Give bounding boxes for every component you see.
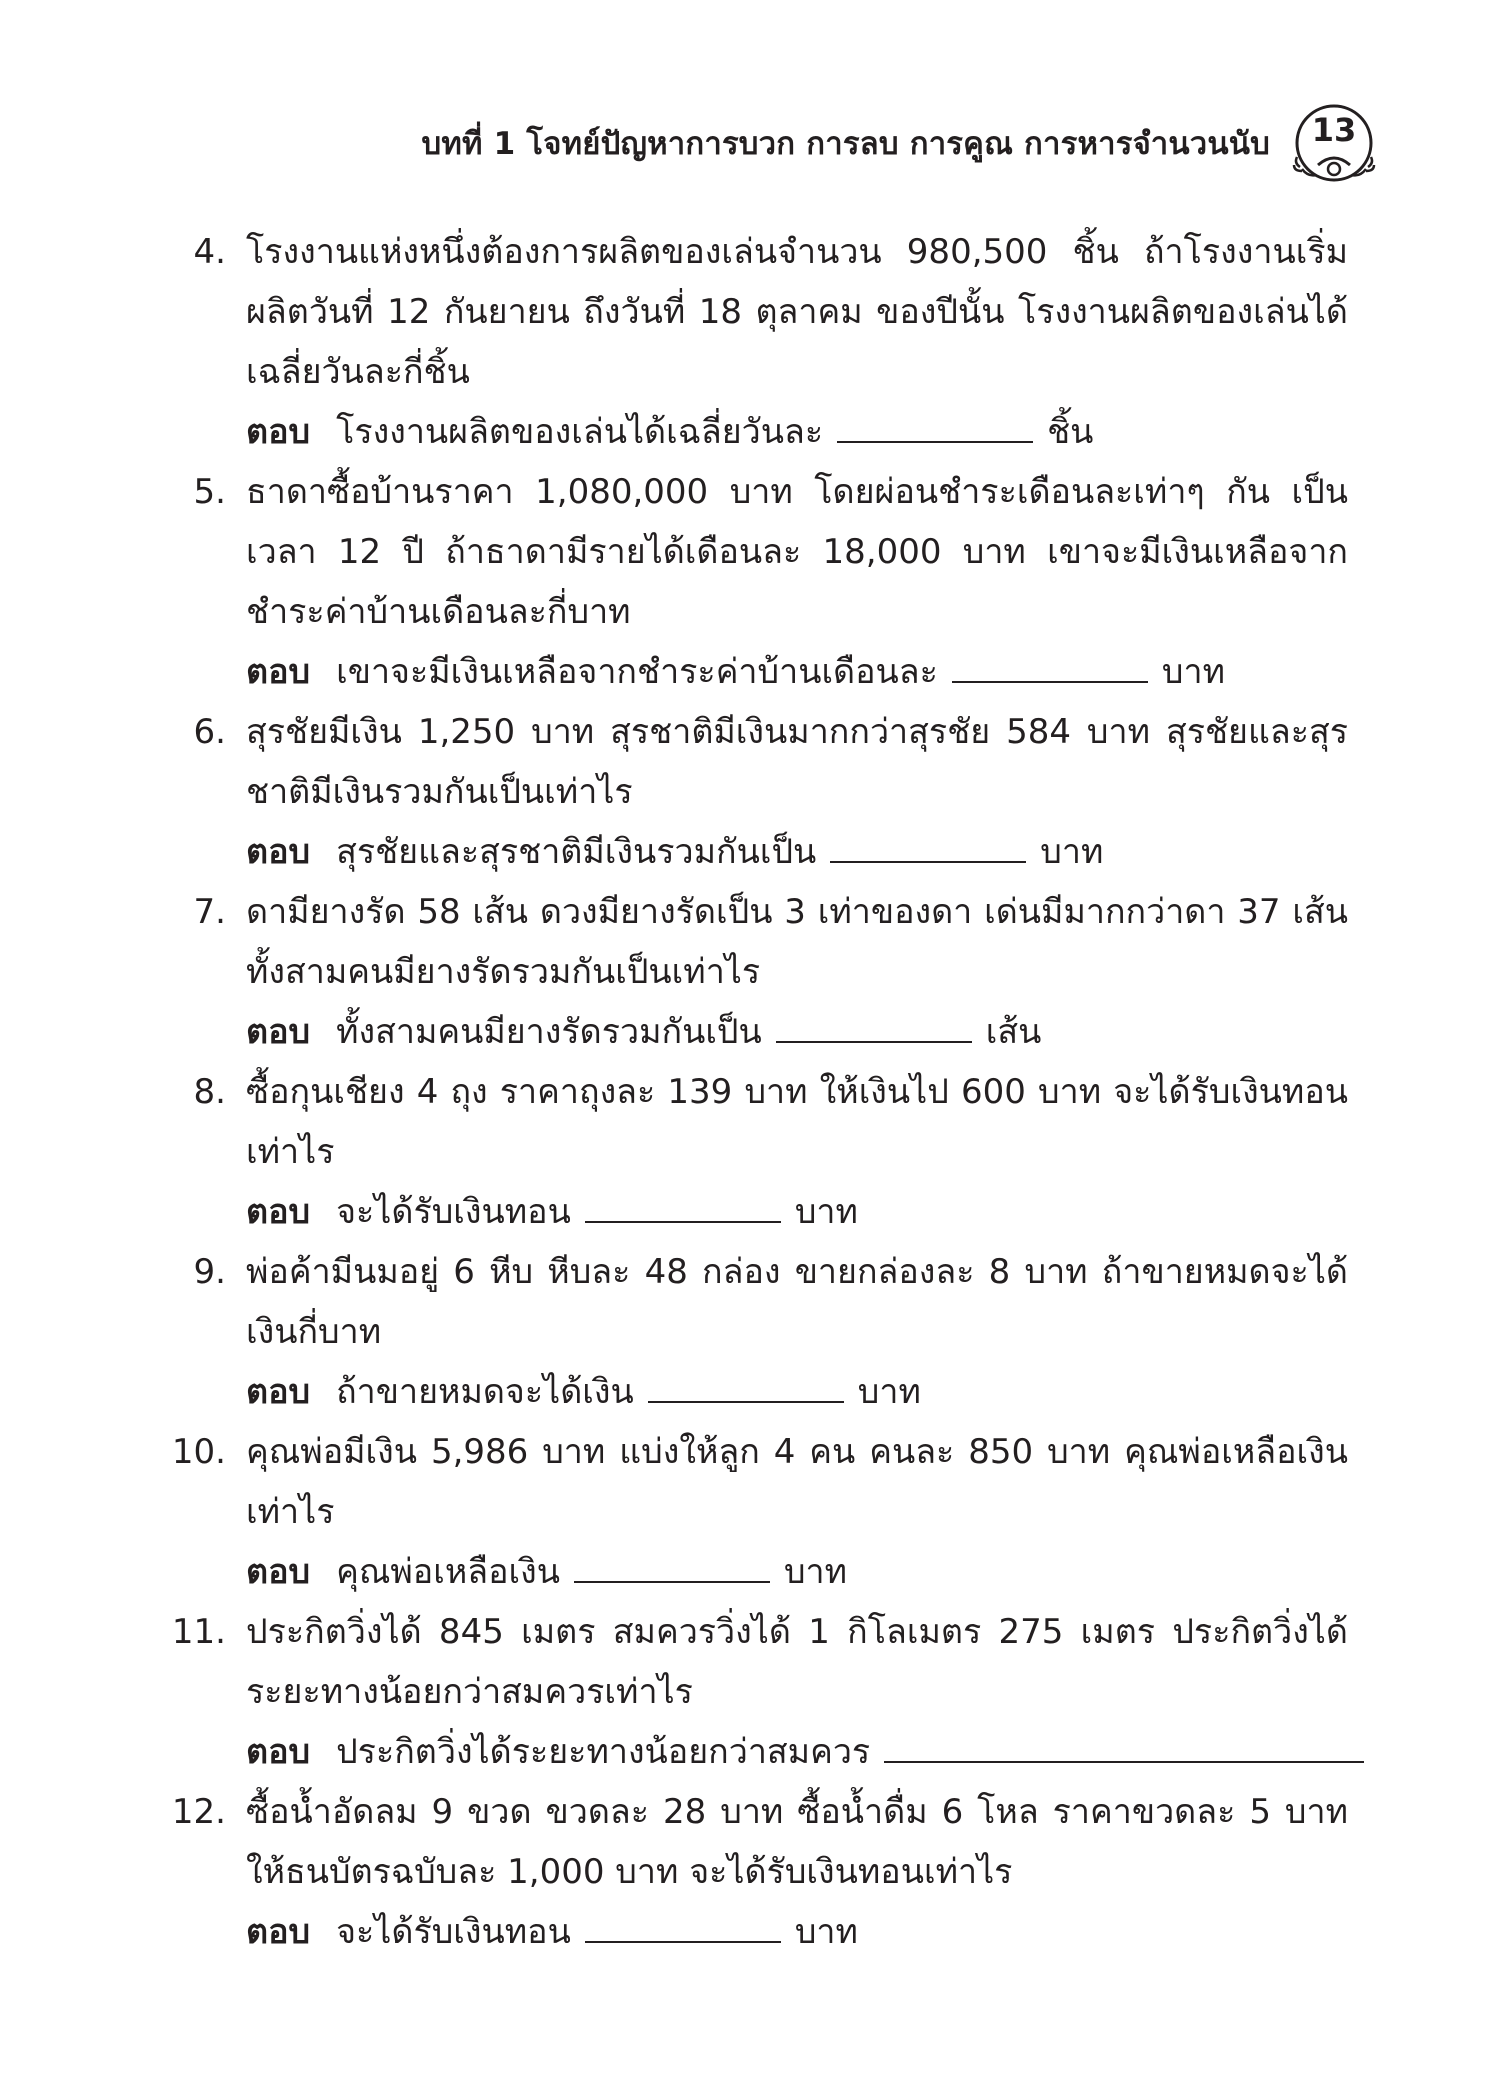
question-text: ซื้อกุนเชียง 4 ถุง ราคาถุงละ 139 บาท ให้เงินไป 600 บาท จะได้รับเงินทอนเท่าไร xyxy=(246,1072,1348,1172)
answer-label: ตอบ xyxy=(246,1732,311,1772)
answer-label: ตอบ xyxy=(246,412,311,452)
answer-unit: บาท xyxy=(794,1192,858,1232)
question-item xyxy=(160,1602,1348,1722)
answer-prefix: ทั้งสามคนมียางรัดรวมกันเป็น xyxy=(336,1012,762,1052)
question-item xyxy=(160,1062,1348,1182)
answer-line xyxy=(160,1542,1348,1602)
answer-line xyxy=(160,1902,1348,1962)
question-item xyxy=(160,1242,1348,1362)
question-item xyxy=(160,462,1348,642)
question-item xyxy=(160,222,1348,402)
answer-blank[interactable] xyxy=(884,1731,1364,1763)
page-header xyxy=(422,98,1380,188)
page-number: 13 xyxy=(1311,111,1357,149)
question-list xyxy=(160,222,1348,1962)
chapter-title: บทที่ 1 โจทย์ปัญหาการบวก การลบ การคูณ การหารจำนวนนับ xyxy=(421,126,1270,162)
question-number: 7. xyxy=(193,892,226,932)
question-text: คุณพ่อมีเงิน 5,986 บาท แบ่งให้ลูก 4 คน คนละ 850 บาท คุณพ่อเหลือเงินเท่าไร xyxy=(246,1432,1348,1532)
answer-blank[interactable] xyxy=(837,411,1033,443)
answer-label: ตอบ xyxy=(246,1912,311,1952)
question-text: ธาดาซื้อบ้านราคา 1,080,000 บาท โดยผ่อนชำระเดือนละเท่าๆ กัน เป็นเวลา 12 ปี ถ้าธาดามีรายได้เดือนละ 18,000 บาท เขาจะมีเงินเหลือจากชำระค่าบ้านเดือนละกี่บาท xyxy=(246,472,1348,632)
answer-blank[interactable] xyxy=(574,1551,770,1583)
answer-line xyxy=(160,1362,1348,1422)
answer-unit: บาท xyxy=(783,1552,848,1592)
question-item xyxy=(160,702,1348,822)
answer-prefix: โรงงานผลิตของเล่นได้เฉลี่ยวันละ xyxy=(336,412,824,452)
answer-blank[interactable] xyxy=(585,1191,781,1223)
answer-line xyxy=(160,822,1348,882)
question-number: 12. xyxy=(171,1792,226,1832)
answer-prefix: สุรชัยและสุรชาติมีเงินรวมกันเป็น xyxy=(336,832,817,872)
answer-blank[interactable] xyxy=(648,1371,844,1403)
answer-label: ตอบ xyxy=(246,832,311,872)
question-text: พ่อค้ามีนมอยู่ 6 หีบ หีบละ 48 กล่อง ขายกล่องละ 8 บาท ถ้าขายหมดจะได้เงินกี่บาท xyxy=(246,1252,1348,1352)
question-text: ประกิตวิ่งได้ 845 เมตร สมควรวิ่งได้ 1 กิโลเมตร 275 เมตร ประกิตวิ่งได้ระยะทางน้อยกว่าสมควรเท่าไร xyxy=(246,1612,1348,1712)
answer-unit: บาท xyxy=(794,1912,858,1952)
answer-line xyxy=(160,642,1348,702)
answer-label: ตอบ xyxy=(246,1372,311,1412)
answer-prefix: จะได้รับเงินทอน xyxy=(336,1192,571,1232)
question-number: 5. xyxy=(193,472,226,512)
question-text: โรงงานแห่งหนึ่งต้องการผลิตของเล่นจำนวน 980,500 ชิ้น ถ้าโรงงานเริ่มผลิตวันที่ 12 กันยายน ถึงวันที่ 18 ตุลาคม ของปีนั้น โรงงานผลิตของเล่นได้เฉลี่ยวันละกี่ชิ้น xyxy=(246,232,1348,392)
answer-label: ตอบ xyxy=(246,1012,311,1052)
question-item xyxy=(160,1422,1348,1542)
question-text: ซื้อน้ำอัดลม 9 ขวด ขวดละ 28 บาท ซื้อน้ำดื่ม 6 โหล ราคาขวดละ 5 บาท ให้ธนบัตรฉบับละ 1,000 บาท จะได้รับเงินทอนเท่าไร xyxy=(246,1792,1348,1892)
answer-label: ตอบ xyxy=(246,652,311,692)
answer-line xyxy=(160,402,1348,462)
question-number: 9. xyxy=(193,1252,226,1292)
answer-blank[interactable] xyxy=(830,831,1026,863)
question-number: 8. xyxy=(193,1072,226,1112)
question-text: สุรชัยมีเงิน 1,250 บาท สุรชาติมีเงินมากกว่าสุรชัย 584 บาท สุรชัยและสุรชาติมีเงินรวมกันเป็นเท่าไร xyxy=(246,712,1348,812)
question-number: 6. xyxy=(193,712,226,752)
answer-prefix: ประกิตวิ่งได้ระยะทางน้อยกว่าสมควร xyxy=(336,1732,871,1772)
answer-unit: บาท xyxy=(857,1372,921,1412)
answer-prefix: คุณพ่อเหลือเงิน xyxy=(336,1552,560,1592)
answer-blank[interactable] xyxy=(952,651,1148,683)
question-item xyxy=(160,1782,1348,1902)
answer-line xyxy=(160,1002,1348,1062)
question-text: ดามียางรัด 58 เส้น ดวงมียางรัดเป็น 3 เท่าของดา เด่นมีมากกว่าดา 37 เส้น ทั้งสามคนมียางรัดรวมกันเป็นเท่าไร xyxy=(246,892,1348,992)
answer-prefix: เขาจะมีเงินเหลือจากชำระค่าบ้านเดือนละ xyxy=(336,652,938,692)
answer-unit: เส้น xyxy=(985,1012,1042,1052)
answer-unit: บาท xyxy=(1161,652,1225,692)
answer-label: ตอบ xyxy=(246,1552,311,1592)
answer-prefix: ถ้าขายหมดจะได้เงิน xyxy=(336,1372,634,1412)
answer-unit: ชิ้น xyxy=(1047,412,1094,452)
question-number: 10. xyxy=(171,1432,226,1472)
answer-blank[interactable] xyxy=(776,1011,972,1043)
question-item xyxy=(160,882,1348,1002)
answer-line xyxy=(160,1722,1348,1782)
answer-blank[interactable] xyxy=(585,1911,781,1943)
answer-prefix: จะได้รับเงินทอน xyxy=(336,1912,571,1952)
question-number: 11. xyxy=(171,1612,226,1652)
answer-line xyxy=(160,1182,1348,1242)
page-number-badge xyxy=(1288,97,1380,189)
answer-label: ตอบ xyxy=(246,1192,311,1232)
answer-unit: บาท xyxy=(1040,832,1104,872)
question-number: 4. xyxy=(193,232,226,272)
